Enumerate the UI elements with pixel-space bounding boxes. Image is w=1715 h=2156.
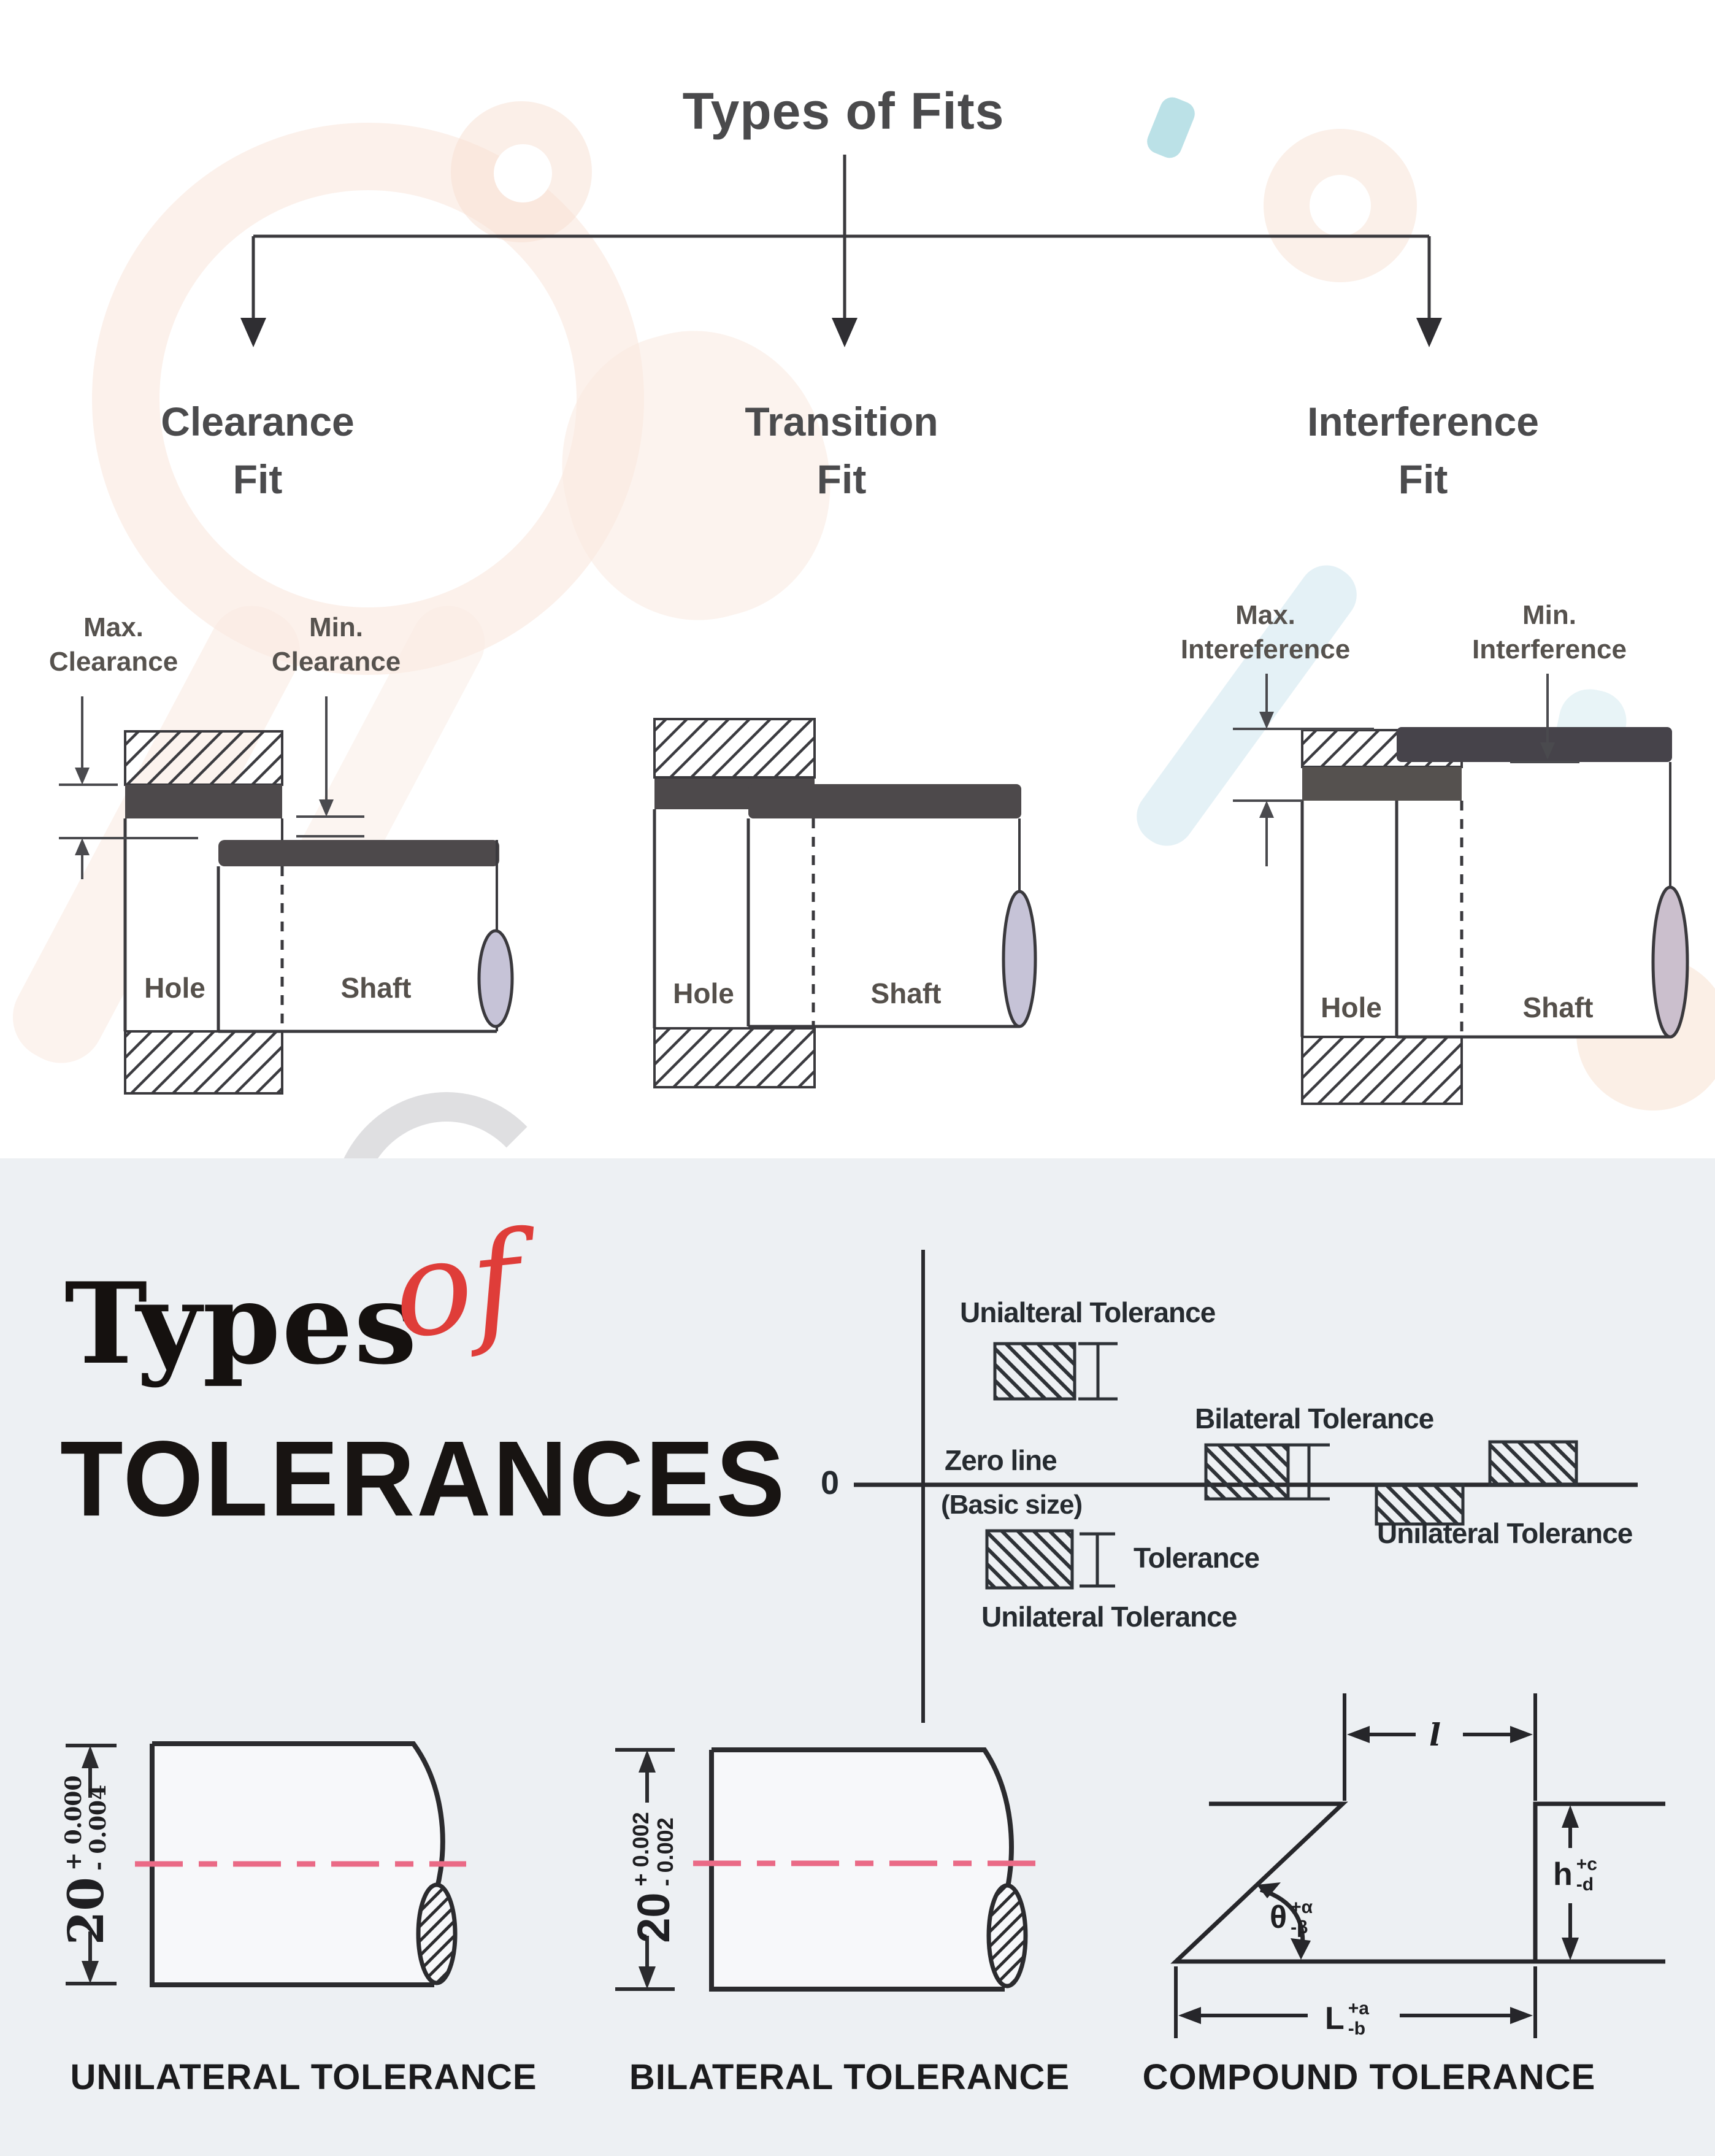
- interference-hole-label: Hole: [1321, 991, 1382, 1023]
- branch-transition-fit: [658, 393, 1026, 508]
- compound-theta-minus: -β: [1291, 1917, 1308, 1938]
- branch-interference-line2: Fit: [1398, 456, 1448, 502]
- clearance-min-line1: Min.: [309, 612, 363, 642]
- bilateral-caption: BILATERAL TOLERANCE: [629, 2057, 1070, 2097]
- basic-size-label: (Basic size): [941, 1490, 1083, 1520]
- branch-transition-line1: Transition: [745, 399, 938, 444]
- tolerances-title-word2: of: [386, 1203, 528, 1368]
- tree-arrowheads: [240, 318, 1442, 347]
- compound-tolerance-diagram: [1135, 1687, 1715, 2117]
- branch-transition-line2: Fit: [816, 456, 867, 502]
- compound-theta-plus: +α: [1291, 1897, 1313, 1917]
- transition-shaft-label: Shaft: [870, 977, 942, 1009]
- branch-clearance-fit: [74, 393, 442, 508]
- clearance-max-line1: Max.: [83, 612, 144, 642]
- clearance-min-line2: Clearance: [271, 647, 401, 677]
- compound-height: h: [1553, 1857, 1573, 1892]
- clearance-fit-diagram: [37, 687, 540, 1117]
- unilateral-caption: UNILATERAL TOLERANCE: [70, 2057, 537, 2097]
- interference-shaft-label: Shaft: [1522, 991, 1594, 1023]
- zero-line-diagram: [822, 1239, 1681, 1736]
- clearance-min-dimension: [296, 696, 364, 836]
- compound-length-label: l: [1429, 1717, 1441, 1753]
- bilateral-dimension-text: [613, 1807, 693, 1948]
- tolerance-label: Tolerance: [1134, 1542, 1259, 1574]
- compound-L: L: [1325, 2001, 1345, 2036]
- zero-origin: 0: [821, 1465, 840, 1501]
- fits-title: Types of Fits: [682, 82, 1005, 140]
- bilateral-dim-plus: + 0.002: [628, 1812, 653, 1887]
- interference-max-label: [1173, 598, 1357, 667]
- compound-theta: θ: [1270, 1900, 1287, 1935]
- compound-caption: COMPOUND TOLERANCE: [1142, 2057, 1596, 2097]
- branch-interference-fit: [1239, 393, 1607, 508]
- right-unilateral-label: Unilateral Tolerance: [1377, 1517, 1633, 1549]
- zero-line-label: Zero line: [945, 1444, 1057, 1476]
- clearance-min-label: [244, 610, 428, 679]
- interference-min-label: [1457, 598, 1641, 667]
- unilateral-dimension-text: [46, 1775, 126, 1946]
- bilateral-dim-base: 20: [627, 1892, 679, 1943]
- interference-min-line2: Interference: [1472, 634, 1627, 664]
- fits-tree-connector: [0, 0, 1715, 380]
- compound-height-plus: +c: [1576, 1854, 1597, 1874]
- tolerances-title-word1: Types: [64, 1258, 418, 1389]
- transition-hole-label: Hole: [673, 977, 734, 1009]
- unilateral-dim-base: 20: [57, 1877, 115, 1946]
- bottom-unilateral-label: Unilateral Tolerance: [981, 1601, 1237, 1633]
- compound-height-label: [1553, 1854, 1597, 1895]
- interference-max-line2: Intereference: [1180, 634, 1351, 664]
- unilateral-dim-minus: - 0.004: [85, 1784, 111, 1871]
- bilateral-tolerance-label: Bilateral Tolerance: [1195, 1403, 1434, 1434]
- interference-min-line1: Min.: [1522, 600, 1576, 630]
- compound-L-plus: +a: [1348, 1998, 1369, 2019]
- clearance-max-line2: Clearance: [48, 647, 178, 677]
- clearance-shaft-label: Shaft: [340, 972, 412, 1004]
- compound-L-minus: -b: [1348, 2019, 1366, 2039]
- compound-height-minus: -d: [1576, 1874, 1594, 1895]
- compound-theta-label: [1270, 1897, 1313, 1938]
- compound-L-label: [1325, 1998, 1369, 2039]
- interference-fit-diagram: [1190, 669, 1699, 1117]
- bilateral-tolerance-ibeam: [1288, 1445, 1330, 1499]
- interference-max-line1: Max.: [1235, 600, 1295, 630]
- transition-fit-diagram: [638, 706, 1055, 1104]
- tolerances-title-word3: TOLERANCES: [60, 1419, 787, 1539]
- branch-clearance-line2: Fit: [232, 456, 283, 502]
- unilateral-dim-plus: + 0.000: [61, 1775, 86, 1871]
- bilateral-dim-minus: - 0.002: [653, 1817, 678, 1887]
- upper-tolerance-ibeam: [1078, 1344, 1118, 1399]
- branch-interference-line1: Interference: [1307, 399, 1539, 444]
- lower-tolerance-ibeam: [1080, 1534, 1115, 1586]
- zero-top-label: Unialteral Tolerance: [960, 1296, 1216, 1328]
- clearance-hole-label: Hole: [144, 972, 205, 1004]
- branch-clearance-line1: Clearance: [161, 399, 355, 444]
- clearance-max-label: [21, 610, 205, 679]
